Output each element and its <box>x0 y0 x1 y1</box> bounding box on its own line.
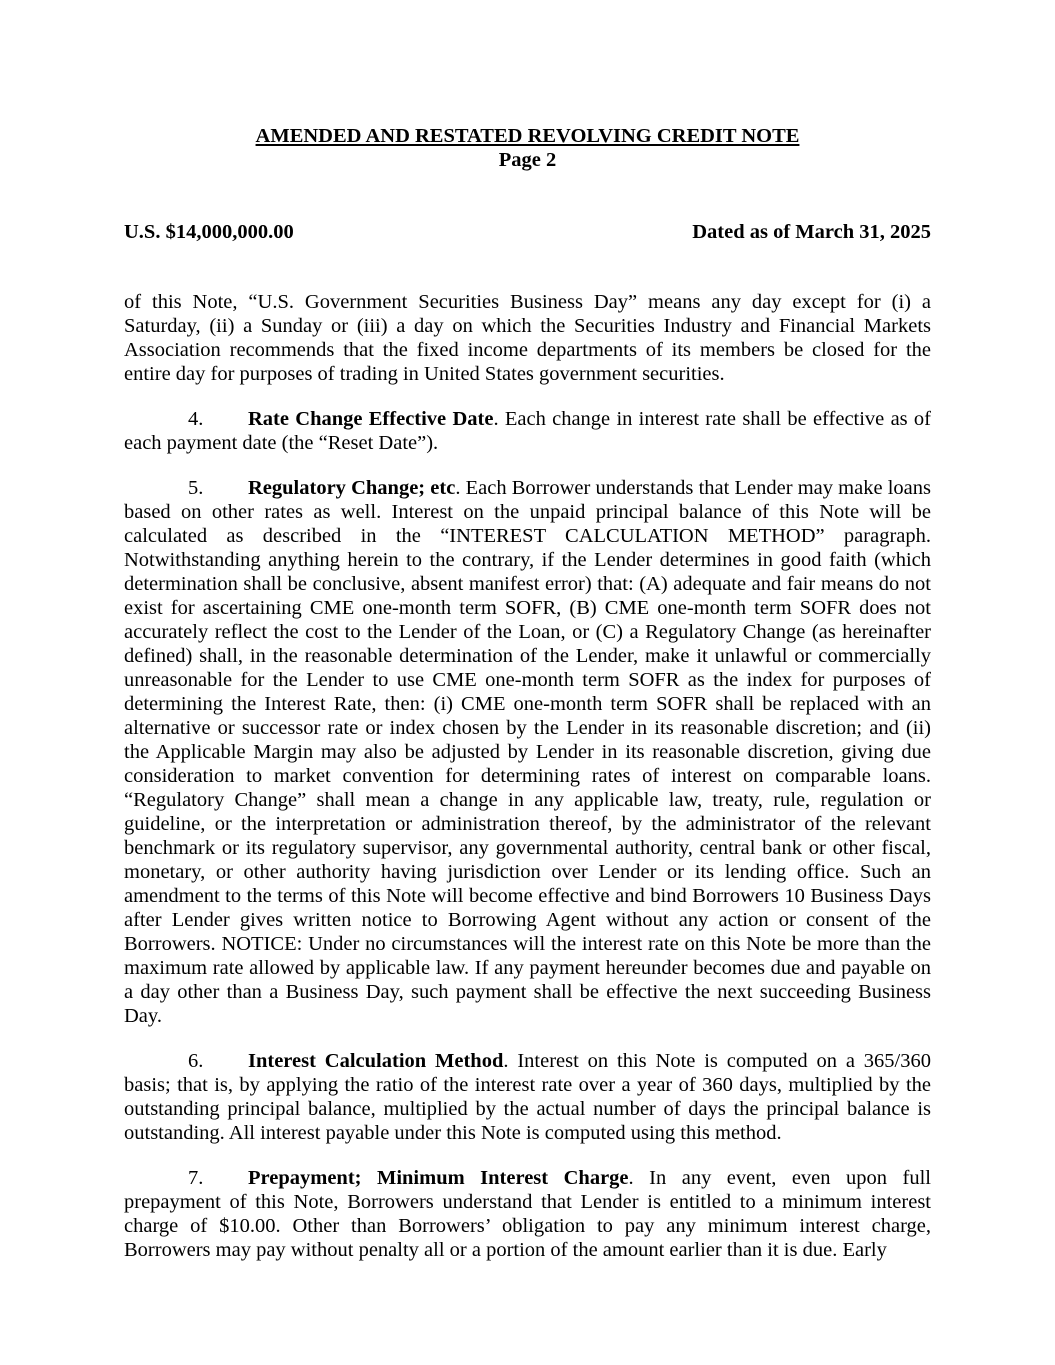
note-meta-row <box>124 220 931 244</box>
section-heading: Interest Calculation Method <box>248 1050 504 1072</box>
section-number: 6. <box>188 1050 204 1072</box>
section-text: . Each change in interest rate shall be effective as of each payment date (the “Reset Date”). <box>124 408 932 454</box>
section-7 <box>124 1166 931 1262</box>
section-4 <box>124 407 931 455</box>
page-label: Page 2 <box>498 149 557 171</box>
section-text: . Each Borrower understands that Lender may make loans based on other rates as well. Interest on the unpaid principal balance of this Note will be calculated as described in the “INTEREST CALCULATION METHOD” paragraph. Notwithstanding anything herein to the contrary, if the Lender determines in good faith (which determination shall be conclusive, absent manifest error) that: (A) adequate and fair means do not exist for ascertaining CME one-month term SOFR, (B) CME one-month term SOFR does not accurately reflect the cost to the Lender of the Loan, or (C) a Regulatory Change (as hereinafter defined) shall, in the reasonable determination of the Lender, make it unlawful or commercially unreasonable for the Lender to use CME one-month term SOFR as the index for purposes of determining the Interest Rate, then: (i) CME one-month term SOFR shall be replaced with an alternative or successor rate or index chosen by the Lender in its reasonable discretion; and (ii) the Applicable Margin may also be adjusted by Lender in its reasonable discretion, giving due consideration to market convention for determining rates of interest on comparable loans. “Regulatory Change” shall mean a change in any applicable law, treaty, rule, regulation or guideline, or the interpretation or administration thereof, by the administrator of the relevant benchmark or its regulatory supervisor, any governmental authority, central bank or other fiscal, monetary, or other authority having jurisdiction over Lender or its lending office. Such an amendment to the terms of this Note will become effective and bind Borrowers 10 Business Days after Lender gives written notice to Borrowing Agent without any action or consent of the Borrowers. NOTICE: Under no circumstances will the interest rate on this Note be more than the maximum rate allowed by applicable law. If any payment hereunder becomes due and payable on a day other than a Business Day, such payment shall be effective the next succeeding Business Day. <box>124 477 932 1027</box>
section-number: 7. <box>188 1167 204 1189</box>
document-body <box>124 290 931 1283</box>
section-heading: Regulatory Change; etc <box>248 477 456 499</box>
note-amount: U.S. $14,000,000.00 <box>124 221 294 243</box>
document-title: AMENDED AND RESTATED REVOLVING CREDIT NOTE <box>255 125 800 147</box>
section-heading: Prepayment; Minimum Interest Charge <box>248 1167 629 1189</box>
section-text: . In any event, even upon full prepayment of this Note, Borrowers understand that Lender is entitled to a minimum interest charge of $10.00. Other than Borrowers’ obligation to pay any minimum interest charge, Borrowers may pay without penalty all or a portion of the amount earlier than it is due. Early <box>124 1167 931 1261</box>
note-date: Dated as of March 31, 2025 <box>692 221 931 243</box>
section-6 <box>124 1049 931 1145</box>
section-number: 4. <box>188 408 204 430</box>
continuation-paragraph: of this Note, “U.S. Government Securities Business Day” means any day except for (i) a Saturday, (ii) a Sunday or (iii) a day on which the Securities Industry and Financial Markets Association recommends that the fixed income departments of its members be closed for the entire day for purposes of trading in United States government securities. <box>124 291 931 385</box>
section-text: . Interest on this Note is computed on a 365/360 basis; that is, by applying the ratio of the interest rate over a year of 360 days, multiplied by the outstanding principal balance, multiplied by the actual number of days the principal balance is outstanding. All interest payable under this Note is computed using this method. <box>124 1050 931 1144</box>
section-heading: Rate Change Effective Date <box>248 408 494 430</box>
section-5 <box>124 476 931 1028</box>
section-number: 5. <box>188 477 204 499</box>
